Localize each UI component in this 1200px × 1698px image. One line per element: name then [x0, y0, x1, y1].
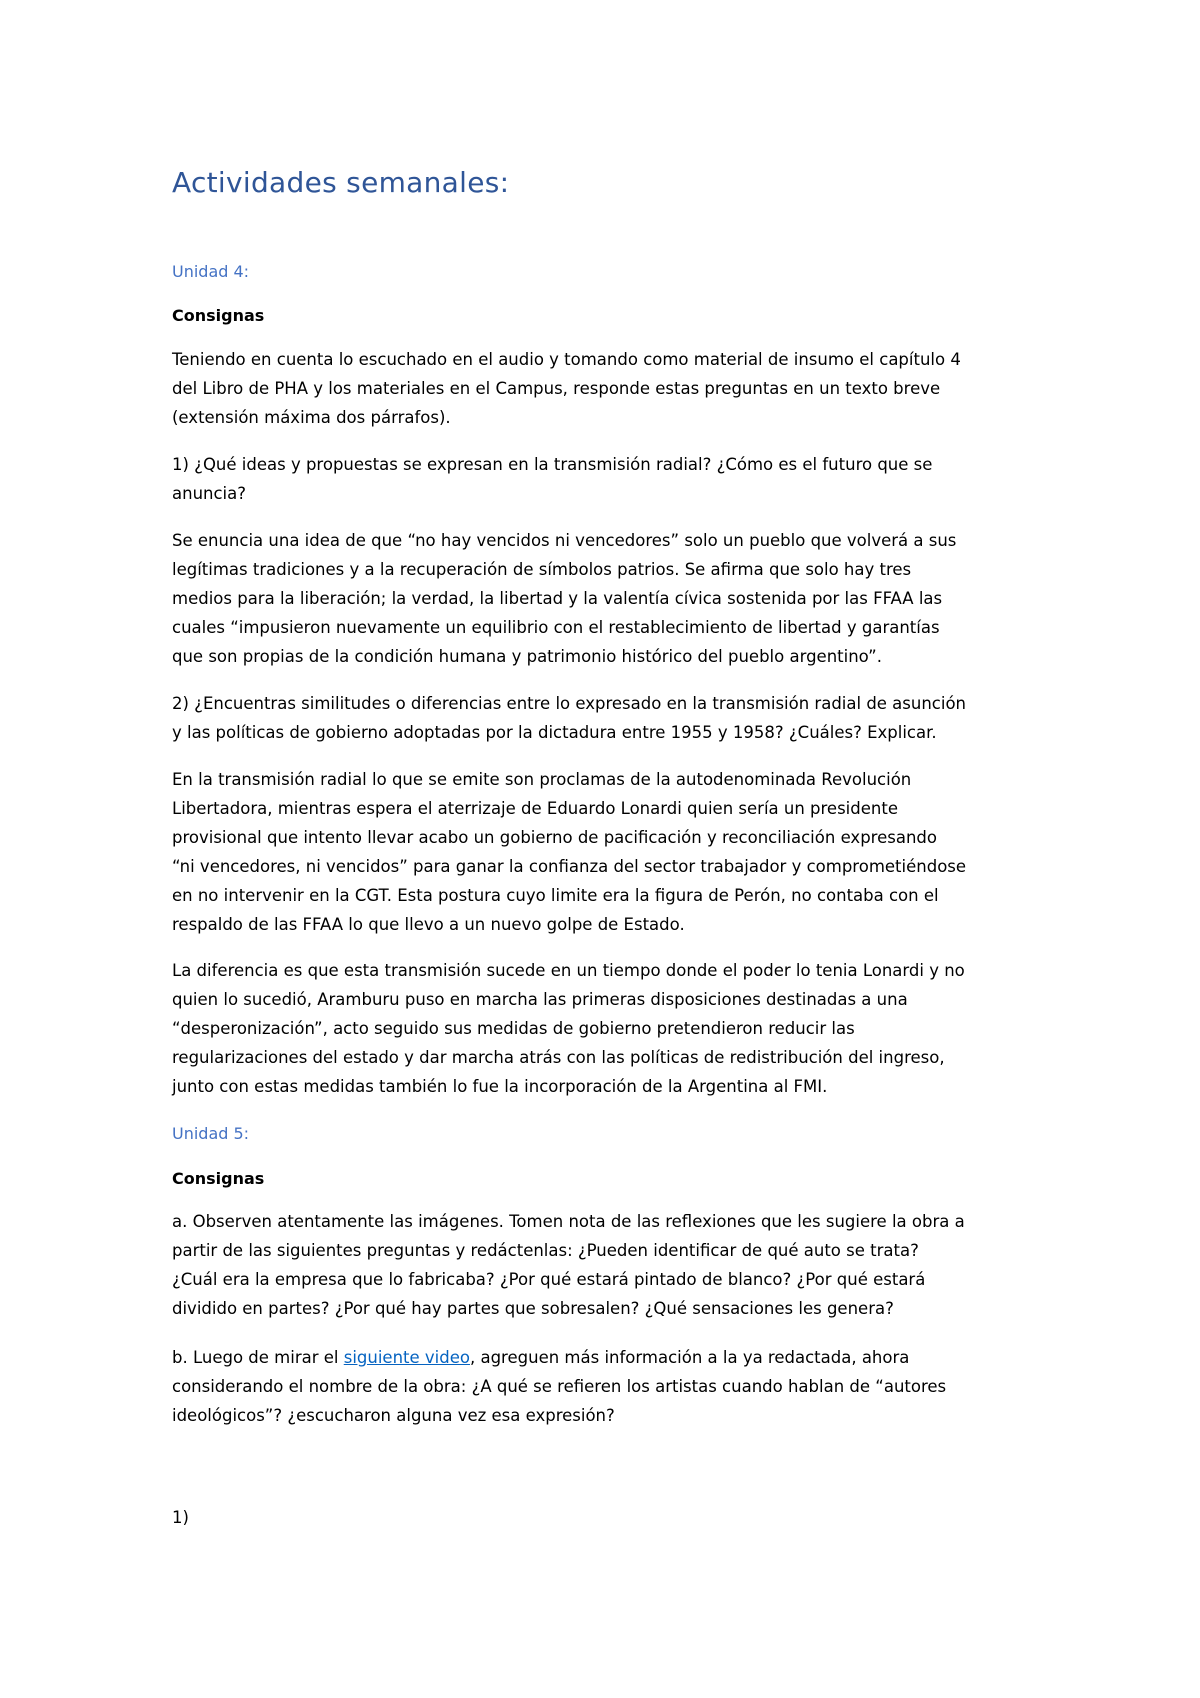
paragraph-line: medios para la liberación; la verdad, la libertad y la valentía cívica sostenida por las FFAA las: [172, 589, 943, 608]
page-title: Actividades semanales:: [172, 166, 510, 199]
paragraph-line: quien lo sucedió, Aramburu puso en marcha las primeras disposiciones destinadas a una: [172, 990, 908, 1009]
paragraph-line: considerando el nombre de la obra: ¿A qué se refieren los artistas cuando hablan de “autores: [172, 1377, 947, 1396]
paragraph-line: respaldo de las FFAA lo que llevo a un nuevo golpe de Estado.: [172, 915, 685, 934]
unit-4-question-1: [172, 450, 1052, 508]
unit-5-question-a: [172, 1207, 1052, 1323]
paragraph-line: (extensión máxima dos párrafos).: [172, 408, 451, 427]
unit-4-intro-paragraph: [172, 345, 1052, 432]
paragraph-line: En la transmisión radial lo que se emite son proclamas de la autodenominada Revolución: [172, 770, 912, 789]
unit-4-answer-1: [172, 526, 1052, 671]
paragraph-line: ¿Cuál era la empresa que lo fabricaba? ¿Por qué estará pintado de blanco? ¿Por qué estará: [172, 1270, 926, 1289]
video-link[interactable]: siguiente video: [343, 1348, 470, 1367]
paragraph-line: “desperonización”, acto seguido sus medidas de gobierno pretendieron reducir las: [172, 1019, 855, 1038]
unit-5-consignas-label: Consignas: [172, 1169, 265, 1188]
answer-number: 1): [172, 1508, 189, 1527]
answer-start: [172, 1503, 1052, 1532]
unit-5-heading: Unidad 5:: [172, 1124, 250, 1143]
unit-4-answer-2-part-1: [172, 765, 1052, 939]
unit-4-question-2: [172, 689, 1052, 747]
paragraph-line: Teniendo en cuenta lo escuchado en el audio y tomando como material de insumo el capítulo 4: [172, 350, 961, 369]
paragraph-line: Libertadora, mientras espera el aterrizaje de Eduardo Lonardi quien sería un presidente: [172, 799, 898, 818]
question-b-suffix: , agreguen más información a la ya redactada, ahora: [469, 1348, 910, 1367]
unit-4-consignas-label: Consignas: [172, 306, 265, 325]
paragraph-line: anuncia?: [172, 484, 247, 503]
paragraph-line: del Libro de PHA y los materiales en el Campus, responde estas preguntas en un texto breve: [172, 379, 941, 398]
paragraph-line: legítimas tradiciones y a la recuperación de símbolos patrios. Se afirma que solo hay tres: [172, 560, 912, 579]
paragraph-line: Se enuncia una idea de que “no hay vencidos ni vencedores” solo un pueblo que volverá a sus: [172, 531, 957, 550]
paragraph-line: La diferencia es que esta transmisión sucede en un tiempo donde el poder lo tenia Lonardi y no: [172, 961, 965, 980]
paragraph-line: 1) ¿Qué ideas y propuestas se expresan en la transmisión radial? ¿Cómo es el futuro que se: [172, 455, 933, 474]
unit-4-answer-2-part-2: [172, 956, 1052, 1101]
paragraph-line: que son propias de la condición humana y patrimonio histórico del pueblo argentino”.: [172, 647, 882, 666]
paragraph-line: provisional que intento llevar acabo un gobierno de pacificación y reconciliación expresando: [172, 828, 937, 847]
paragraph-line: [172, 1343, 1052, 1372]
paragraph-line: en no intervenir en la CGT. Esta postura cuyo limite era la figura de Perón, no contaba con el: [172, 886, 939, 905]
paragraph-line: partir de las siguientes preguntas y redáctenlas: ¿Pueden identificar de qué auto se trata?: [172, 1241, 919, 1260]
unit-5-question-b: [172, 1343, 1052, 1430]
paragraph-line: “ni vencedores, ni vencidos” para ganar la confianza del sector trabajador y comprometiéndose: [172, 857, 967, 876]
paragraph-line: ideológicos”? ¿escucharon alguna vez esa expresión?: [172, 1406, 615, 1425]
question-b-prefix: b. Luego de mirar el: [172, 1348, 344, 1367]
paragraph-line: a. Observen atentamente las imágenes. Tomen nota de las reflexiones que les sugiere la obra a: [172, 1212, 965, 1231]
paragraph-line: regularizaciones del estado y dar marcha atrás con las políticas de redistribución del ingreso,: [172, 1048, 945, 1067]
paragraph-line: cuales “impusieron nuevamente un equilibrio con el restablecimiento de libertad y garantías: [172, 618, 940, 637]
unit-4-heading: Unidad 4:: [172, 262, 250, 281]
paragraph-line: junto con estas medidas también lo fue la incorporación de la Argentina al FMI.: [172, 1077, 828, 1096]
paragraph-line: y las políticas de gobierno adoptadas por la dictadura entre 1955 y 1958? ¿Cuáles? Explicar.: [172, 723, 937, 742]
paragraph-line: 2) ¿Encuentras similitudes o diferencias entre lo expresado en la transmisión radial de asunción: [172, 694, 967, 713]
paragraph-line: dividido en partes? ¿Por qué hay partes que sobresalen? ¿Qué sensaciones les genera?: [172, 1299, 894, 1318]
